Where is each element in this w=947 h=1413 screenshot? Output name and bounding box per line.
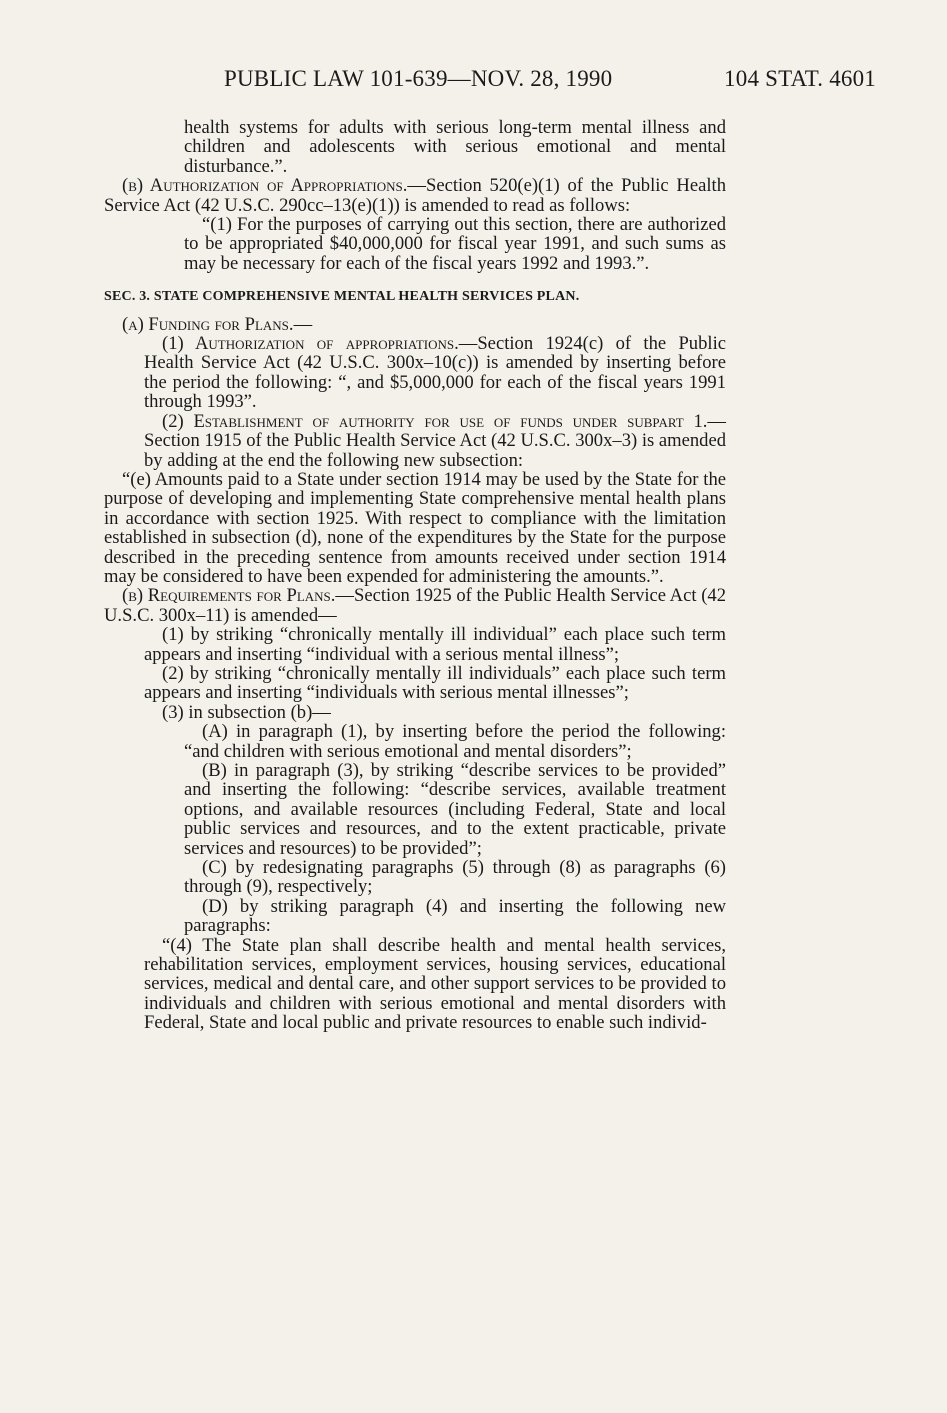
paragraph-a2-text: —Section 1915 of the Public Health Service Act (42 U.S.C. 300x–3) is amended by adding at the end the following new subsection: (144, 410, 726, 471)
paragraph-a2 (104, 412, 726, 470)
paragraph-b-text: —Section 520(e)(1) of the Public Health Service Act (42 U.S.C. 290cc–13(e)(1)) is amended to read as follows: (104, 175, 726, 216)
subparagraph-b3A: (A) in paragraph (1), by inserting before the period the following: “and children with serious emotional and mental disorders”; (184, 721, 726, 762)
quoted-paragraph-1: “(1) For the purposes of carrying out this section, there are authorized to be appropriated $40,000,000 for fiscal year 1991, and such sums as may be necessary for each of the fiscal years 1992 and 1993.”. (184, 214, 726, 274)
heading-authorization: (b) Authorization of Appropriations. (122, 175, 408, 197)
statute-page-number: 104 STAT. 4601 (724, 66, 876, 91)
quoted-paragraph-4: “(4) The State plan shall describe health and mental health services, rehabilitation services, employment services, housing services, educational services, medical and dental care, and other support services to be provided to individuals and children with serious emotional and mental disorders with Federal, State and local public and private resources to enable such individ- (144, 934, 726, 1034)
paragraph-a1 (104, 334, 726, 412)
subsection-b (104, 586, 726, 625)
heading-dash: — (293, 313, 313, 335)
heading-a2: (2) Establishment of authority for use of funds under subpart 1. (162, 410, 708, 432)
subparagraph-b3C: (C) by redesignating paragraphs (5) through (8) as paragraphs (6) through (9), respectively; (184, 857, 726, 898)
paragraph-a1-text: —Section 1924(c) of the Public Health Service Act (42 U.S.C. 300x–10(c)) is amended by inserting before the period the following: “, and $5,000,000 for each of the fiscal years 1991 through 1993”. (144, 333, 726, 413)
section-3-heading: SEC. 3. STATE COMPREHENSIVE MENTAL HEALTH SERVICES PLAN. (104, 289, 580, 305)
paragraph-b2: (2) by striking “chronically mentally ill individuals” each place such term appears and inserting “individuals with serious mental illnesses”; (144, 662, 726, 704)
paragraph-b1: (1) by striking “chronically mentally ill individual” each place such term appears and inserting “individual with a serious mental illness”; (144, 624, 726, 665)
running-title: PUBLIC LAW 101-639—NOV. 28, 1990 (224, 66, 613, 91)
subsection-a-heading (104, 315, 726, 334)
page-header (100, 66, 876, 100)
heading-funding-for-plans: (a) Funding for Plans. (122, 313, 294, 335)
subsection-b-text: —Section 1925 of the Public Health Service Act (42 U.S.C. 300x–11) is amended— (104, 585, 726, 626)
heading-requirements-for-plans: (b) Requirements for Plans. (122, 585, 336, 607)
heading-a1: (1) Authorization of appropriations. (162, 333, 459, 355)
subparagraph-b3D: (D) by striking paragraph (4) and inserting the following new paragraphs: (184, 895, 726, 937)
document-body (104, 118, 726, 1033)
paragraph-b-authorization (104, 176, 726, 215)
quoted-subsection-e: “(e) Amounts paid to a State under section 1914 may be used by the State for the purpose of developing and implementing State comprehensive mental health plans in accordance with section 1925. With respect to compliance with the limitation established in subsection (d), none of the expenditures by the State for the purpose described in the preceding sentence from amounts received under section 1914 may be considered to have been expended for administering the amounts.”. (104, 468, 726, 587)
paragraph-b3: (3) in subsection (b)— (162, 701, 331, 723)
subparagraph-b3B: (B) in paragraph (3), by striking “describe services to be provided” and inserting the following: “describe services, available treatment options, and available resources (including Federal, State and local public services and resources, and to the extent practicable, private services and resources) to be provided”; (184, 760, 726, 859)
paragraph-continuation: health systems for adults with serious long-term mental illness and children and adolescents with serious emotional and mental disturbance.”. (184, 117, 726, 177)
